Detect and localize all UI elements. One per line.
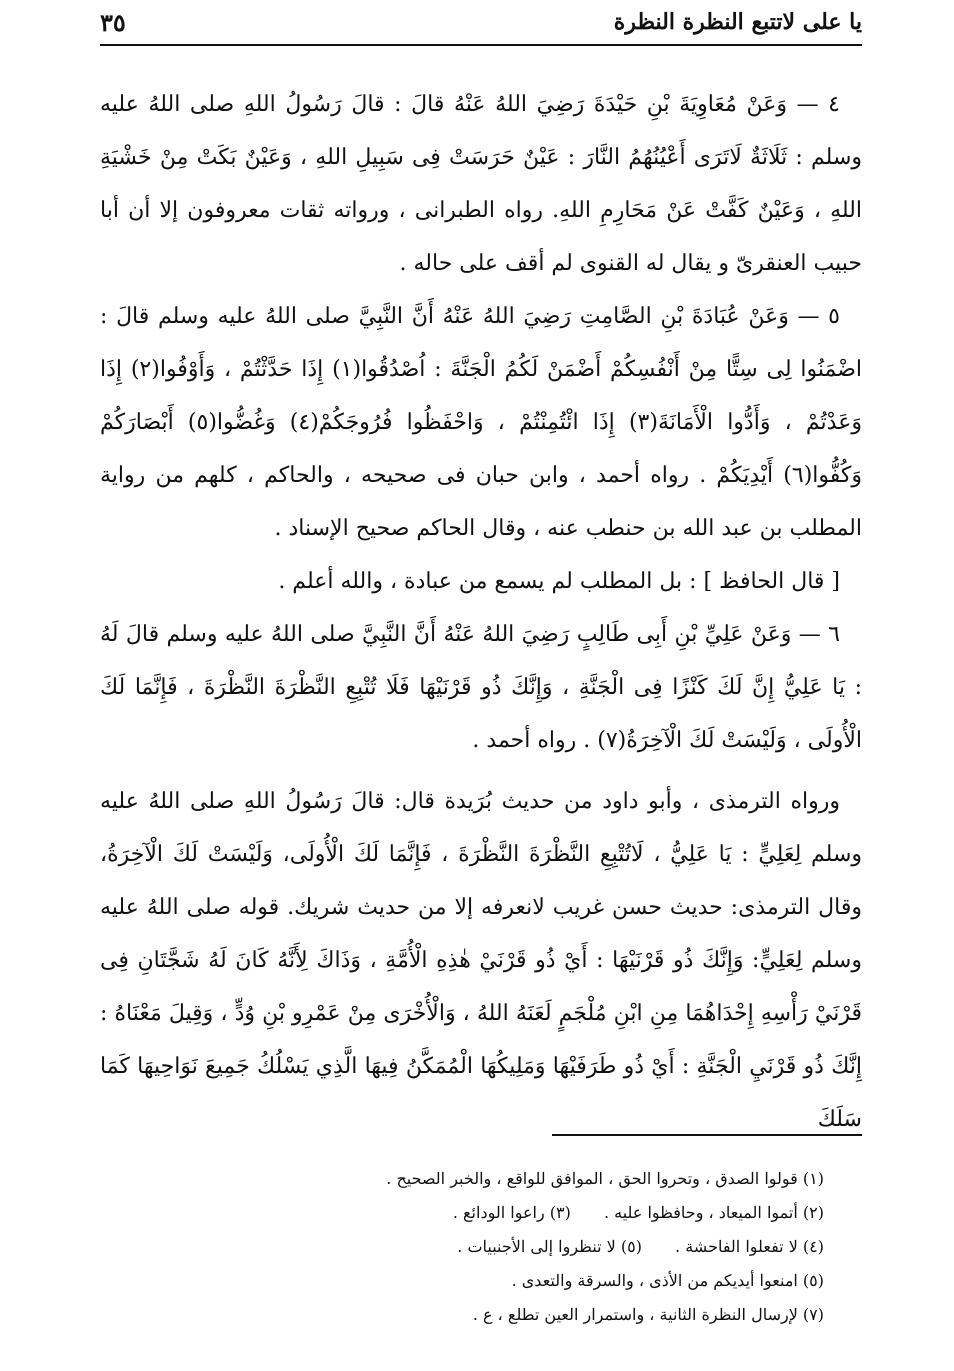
footnote-separator	[552, 1134, 862, 1136]
hafiz-note: [ قال الحافظ ] : بل المطلب لم يسمع من عبادة ، والله أعلم .	[278, 569, 840, 594]
running-title: يا على لاتتبع النظرة النظرة	[613, 9, 862, 35]
footnote-1: (١) قولوا الصدق ، وتحروا الحق ، الموافق للواقع ، والخبر الصحيح .	[386, 1169, 824, 1188]
footnote-5: (٥) لا تنظروا إلى الأجنبيات .	[457, 1237, 642, 1256]
footnote-line-4-5	[100, 1230, 824, 1264]
hadith-5-paragraph: ٥ — وَعَنْ عُبَادَةَ بْنِ الصَّامِتِ رَضِيَ اللهُ عَنْهُ أَنَّ النَّبِيَّ صلى اللهُ عليه وسلم قالَ : اضْمَنُوا لِى سِتًّا مِنْ أَنْفُسِكُمْ أَضْمَنْ لَكُمُ الْجَنَّةَ : اُصْدُقُوا(١) إِذَا حَدَّثْتُمْ ، وَأَوْفُوا(٢) إِذَا وَعَدْتُمْ ، وَأَدُّوا الْأَمَانَةَ(٣) إِذَا ائْتُمِنْتُمْ ، وَاحْفَظُوا فُرُوجَكُمْ(٤) وَغُضُّوا(٥) أَبْصَارَكُمْ وَكُفُّوا(٦) أَيْدِيَكُمْ . رواه أحمد ، وابن حبان فى صحيحه ، والحاكم ، كلهم من رواية المطلب بن عبد الله بن حنطب عنه ، وقال الحاكم صحيح الإسناد .	[100, 304, 862, 541]
running-header	[100, 0, 862, 46]
footnote-3: (٣) راعوا الودائع .	[452, 1203, 571, 1222]
hadith-6-paragraph: ٦ — وَعَنْ عَلِيِّ بْنِ أَبِى طَالِبٍ رَضِيَ اللهُ عَنْهُ أَنَّ النَّبِيَّ صلى اللهُ عليه وسلم قالَ لَهُ : يَا عَلِيُّ إِنَّ لَكَ كَنْزًا فِى الْجَنَّةِ ، وَإِنَّكَ ذُو قَرْنَيْهَا فَلَا تُتْبِعِ النَّظْرَةَ النَّظْرَةَ ، فَإِنَّمَا لَكَ الْأُولَى ، وَلَيْسَتْ لَكَ الْآخِرَةُ(٧) . رواه أحمد .	[100, 622, 862, 753]
footnote-6: (٥) امنعوا أيديكم من الأذى ، والسرقة والتعدى .	[511, 1271, 824, 1290]
footnote-4: (٤) لا تفعلوا الفاحشة .	[675, 1237, 824, 1256]
footnote-2: (٢) أتموا الميعاد ، وحافظوا عليه .	[603, 1203, 824, 1222]
footnotes	[100, 1162, 824, 1332]
footnote-line-2-3	[100, 1196, 824, 1230]
page-number: ٣٥	[100, 7, 126, 37]
body-text	[100, 78, 862, 1146]
footnote-7: (٧) لإرسال النظرة الثانية ، واستمرار العين تطلع ، ع .	[472, 1305, 824, 1324]
hadith-4-paragraph: ٤ — وَعَنْ مُعَاوِيَةَ بْنِ حَيْدَةَ رَضِيَ اللهُ عَنْهُ قالَ : قالَ رَسُولُ اللهِ صلى اللهُ عليه وسلم : ثَلَاثَةٌ لَاتَرَى أَعْيُنُهُمُ النَّارَ : عَيْنٌ حَرَسَتْ فِى سَبِيلِ اللهِ ، وَعَيْنٌ بَكَتْ مِنْ خَشْيَةِ اللهِ ، وَعَيْنٌ كَفَّتْ عَنْ مَحَارِمِ اللهِ. رواه الطبرانى ، ورواته ثقات معروفون إلا أن أبا حبيب العنقرىّ و يقال له القنوى لم أقف على حاله .	[100, 92, 862, 276]
commentary-paragraph: ورواه الترمذى ، وأبو داود من حديث بُرَيدة قال: قالَ رَسُولُ اللهِ صلى اللهُ عليه وسلم لِعَلِيٍّ : يَا عَلِيُّ ، لَاتُتْبِعِ النَّظْرَةَ النَّظْرَةَ ، فَإِنَّمَا لَكَ الْأُولَى، وَلَيْسَتْ لَكَ الْآخِرَةُ، وقال الترمذى: حديث حسن غريب لانعرفه إلا من حديث شريك. قوله صلى اللهُ عليه وسلم لِعَلِيٍّ: وَإِنَّكَ ذُو قَرْنَيْهَا : أَيْ ذُو قَرْنَيْ هٰذِهِ الْأُمَّةِ ، وَذَاكَ لِأَنَّهُ كَانَ لَهُ شَجَّتَانِ فِى قَرْنَيْ رَأْسِهِ إِحْدَاهُمَا مِنِ ابْنِ مُلْجَمٍ لَعَنَهُ اللهُ ، وَالْأُخْرَى مِنْ عَمْرِو بْنِ وُدٍّ ، وَقِيلَ مَعْنَاهُ : إِنَّكَ ذُو قَرْنَيِ الْجَنَّةِ : أَيْ ذُو طَرَفَيْهَا وَمَلِيكُهَا الْمُمَكَّنُ فِيهَا الَّذِي يَسْلُكُ جَمِيعَ نَوَاحِيهَا كَمَا سَلَكَ	[100, 789, 862, 1132]
